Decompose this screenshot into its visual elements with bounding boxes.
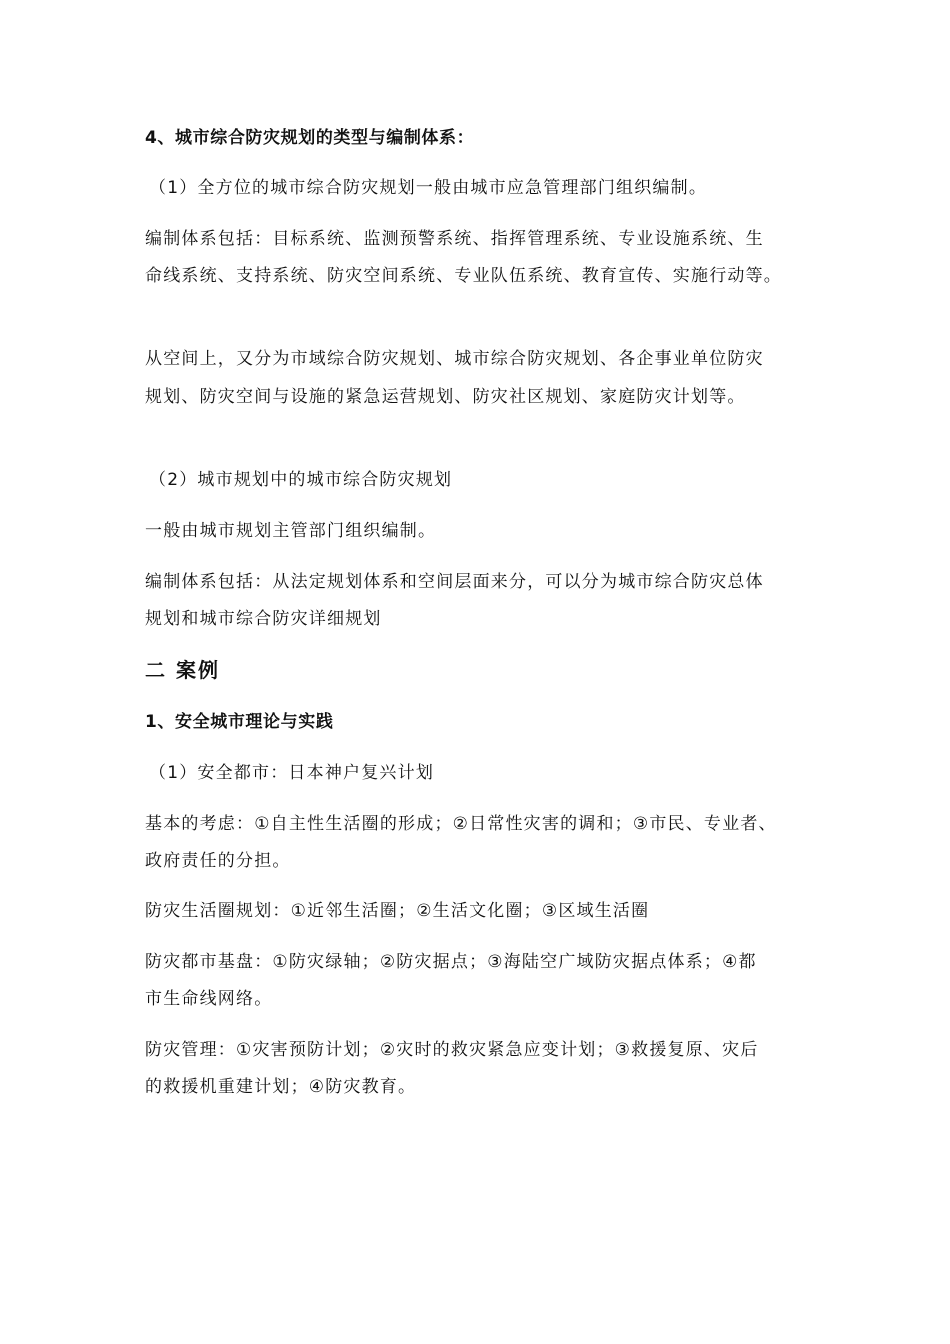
paragraph-mgmt-line-1: 防灾管理：①灾害预防计划；②灾时的救灾紧急应变计划；③救援复原、灾后 — [145, 1040, 759, 1060]
paragraph-item-2-system-line-2: 规划和城市综合防灾详细规划 — [145, 609, 382, 629]
paragraph-circle: 防灾生活圈规划：①近邻生活圈；②生活文化圈；③区域生活圈 — [145, 901, 650, 921]
paragraph-item-2: （2）城市规划中的城市综合防灾规划 — [149, 470, 453, 490]
paragraph-base-line-1: 防灾都市基盘：①防灾绿轴；②防灾据点；③海陆空广域防灾据点体系；④都 — [145, 952, 757, 972]
paragraph-item-2-system-line-1: 编制体系包括：从法定规划体系和空间层面来分，可以分为城市综合防灾总体 — [145, 572, 764, 592]
paragraph-mgmt-line-2: 的救援机重建计划；④防灾教育。 — [145, 1077, 417, 1097]
section-heading-part-2: 二 案例 — [145, 658, 220, 682]
paragraph-item-2-org: 一般由城市规划主管部门组织编制。 — [145, 521, 437, 541]
section-heading-4: 4、城市综合防灾规划的类型与编制体系： — [145, 128, 475, 148]
paragraph-space-line-1: 从空间上，又分为市域综合防灾规划、城市综合防灾规划、各企事业单位防灾 — [145, 349, 764, 369]
paragraph-item-1: （1）全方位的城市综合防灾规划一般由城市应急管理部门组织编制。 — [149, 178, 708, 198]
paragraph-system-line-2: 命线系统、支持系统、防灾空间系统、专业队伍系统、教育宣传、实施行动等。 — [145, 266, 782, 286]
subheading-1: 1、安全城市理论与实践 — [145, 712, 334, 732]
paragraph-system-line-1: 编制体系包括：目标系统、监测预警系统、指挥管理系统、专业设施系统、生 — [145, 229, 764, 249]
paragraph-case-1: （1）安全都市：日本神户复兴计划 — [149, 763, 435, 783]
paragraph-base-line-2: 市生命线网络。 — [145, 989, 273, 1009]
paragraph-space-line-2: 规划、防灾空间与设施的紧急运营规划、防灾社区规划、家庭防灾计划等。 — [145, 387, 746, 407]
paragraph-basic-line-2: 政府责任的分担。 — [145, 851, 291, 871]
paragraph-basic-line-1: 基本的考虑：①自主性生活圈的形成；②日常性灾害的调和；③市民、专业者、 — [145, 814, 777, 834]
